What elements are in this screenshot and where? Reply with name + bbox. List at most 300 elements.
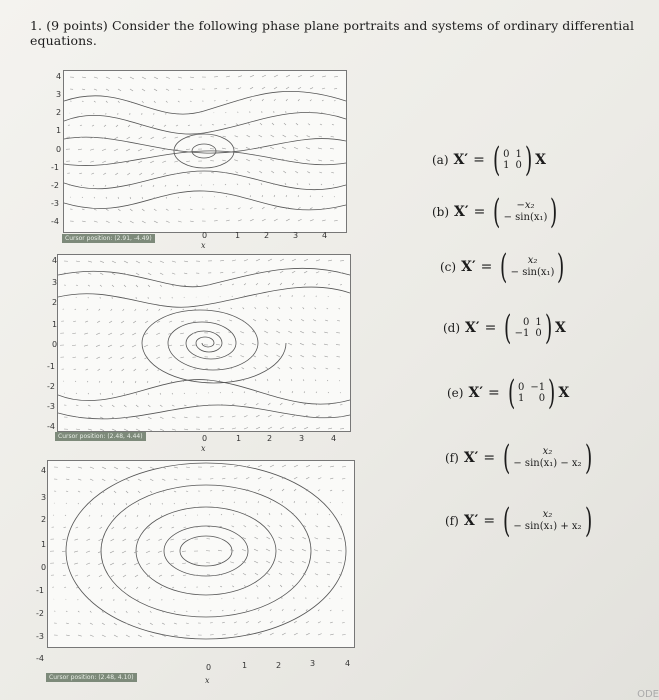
direction-arrow	[154, 77, 158, 79]
direction-arrow	[78, 161, 82, 162]
direction-arrow	[159, 539, 162, 540]
direction-arrow	[291, 537, 294, 539]
direction-arrow	[160, 285, 162, 287]
direction-arrow	[306, 477, 309, 479]
vector	[513, 509, 581, 533]
direction-arrow	[76, 261, 80, 262]
direction-arrow	[76, 393, 77, 394]
direction-arrow	[220, 392, 221, 393]
equation-d	[443, 308, 566, 348]
direction-arrow	[300, 355, 304, 357]
direction-arrow	[75, 575, 78, 576]
matrix-entry: 1	[518, 393, 525, 404]
direction-arrow	[157, 321, 160, 323]
direction-arrow	[90, 503, 91, 505]
direction-arrow	[126, 611, 127, 613]
direction-arrow	[220, 428, 224, 429]
direction-arrow	[166, 221, 170, 223]
direction-arrow	[76, 273, 79, 274]
direction-arrow	[162, 623, 165, 624]
direction-arrow	[123, 539, 126, 541]
direction-arrow	[184, 587, 186, 588]
direction-arrow	[218, 550, 222, 551]
direction-arrow	[150, 623, 153, 625]
x-tick-3: 0	[206, 663, 212, 672]
direction-arrow	[242, 367, 244, 369]
direction-arrow	[326, 562, 330, 563]
direction-arrow	[114, 635, 118, 637]
direction-arrow	[232, 428, 236, 429]
direction-arrow	[282, 465, 286, 467]
direction-arrow	[152, 125, 154, 127]
equation-f2	[445, 501, 595, 541]
direction-arrow	[240, 343, 244, 345]
direction-arrow	[112, 405, 114, 407]
direction-arrow	[190, 77, 194, 78]
direction-arrow	[172, 587, 174, 588]
y-tick-2: -1	[47, 362, 55, 371]
direction-arrow	[324, 344, 328, 345]
direction-arrow	[90, 623, 93, 625]
direction-arrow	[256, 271, 259, 273]
direction-arrow	[88, 273, 91, 274]
direction-arrow	[318, 502, 319, 503]
direction-arrow	[318, 478, 321, 479]
direction-arrow	[262, 195, 263, 197]
direction-arrow	[168, 357, 172, 358]
direction-arrow	[166, 197, 167, 199]
direction-arrow	[123, 575, 126, 577]
direction-arrow	[174, 503, 175, 504]
direction-arrow	[190, 89, 193, 90]
direction-arrow	[243, 307, 244, 309]
direction-arrow	[258, 159, 262, 161]
direction-arrow	[163, 173, 166, 175]
direction-arrow	[186, 149, 190, 150]
matrix-entry: 0	[535, 328, 542, 339]
direction-arrow	[322, 196, 323, 197]
y-tick-1: 1	[56, 126, 62, 135]
direction-arrow	[78, 611, 79, 612]
direction-arrow	[87, 309, 88, 310]
direction-arrow	[330, 478, 333, 479]
direction-arrow	[274, 219, 278, 221]
direction-arrow	[256, 427, 260, 429]
direction-arrow	[238, 76, 242, 77]
direction-arrow	[270, 465, 274, 467]
cursor-position-2: Cursor position: (2.48, 4.44)	[55, 432, 146, 441]
direction-arrow	[108, 333, 112, 335]
direction-arrow	[218, 368, 220, 369]
y-tick-2: -2	[47, 382, 55, 391]
direction-arrow	[160, 429, 164, 431]
direction-arrow	[136, 587, 138, 589]
direction-arrow	[225, 184, 226, 185]
direction-arrow	[76, 285, 78, 286]
direction-arrow	[222, 466, 226, 467]
direction-arrow	[268, 415, 272, 417]
direction-arrow	[78, 467, 82, 468]
direction-arrow	[258, 621, 261, 623]
direction-arrow	[318, 634, 322, 635]
direction-arrow	[170, 563, 174, 564]
direction-arrow	[172, 429, 176, 430]
direction-arrow	[88, 393, 89, 394]
direction-arrow	[66, 491, 68, 492]
direction-arrow	[98, 563, 102, 565]
direction-arrow	[106, 209, 108, 211]
direction-arrow	[142, 89, 145, 91]
direction-arrow	[108, 345, 112, 347]
direction-arrow	[101, 515, 102, 517]
vector	[504, 200, 548, 224]
direction-arrow	[308, 124, 310, 125]
direction-arrow	[186, 623, 189, 624]
direction-arrow	[231, 574, 234, 575]
direction-arrow	[184, 393, 185, 394]
direction-arrow	[238, 208, 240, 209]
direction-arrow	[274, 75, 278, 77]
direction-arrow	[250, 75, 254, 77]
direction-arrow	[130, 209, 132, 211]
direction-arrow	[310, 88, 313, 89]
direction-arrow	[78, 149, 82, 150]
direction-arrow	[327, 574, 330, 575]
direction-arrow	[315, 308, 316, 309]
direction-arrow	[318, 622, 321, 623]
direction-arrow	[322, 100, 324, 101]
direction-arrow	[111, 381, 112, 383]
direction-arrow	[184, 429, 188, 430]
direction-arrow	[294, 477, 297, 479]
direction-arrow	[122, 369, 124, 371]
direction-arrow	[189, 185, 190, 186]
direction-arrow	[112, 393, 113, 395]
phase-portrait-3-graphic	[48, 461, 354, 647]
direction-arrow	[130, 221, 134, 223]
direction-arrow	[80, 125, 82, 126]
direction-arrow	[268, 283, 270, 285]
direction-arrow	[320, 124, 322, 125]
direction-arrow	[232, 272, 235, 273]
direction-arrow	[294, 159, 298, 161]
direction-arrow	[274, 195, 275, 197]
y-tick-2: -4	[47, 422, 55, 431]
direction-arrow	[230, 562, 234, 563]
direction-arrow	[298, 75, 302, 77]
direction-arrow	[328, 416, 332, 417]
direction-arrow	[250, 87, 253, 89]
direction-arrow	[292, 259, 296, 261]
direction-arrow	[310, 196, 311, 197]
direction-arrow	[94, 101, 96, 102]
direction-arrow	[172, 393, 173, 394]
direction-arrow	[142, 221, 146, 223]
direction-arrow	[243, 573, 246, 575]
direction-arrow	[270, 147, 274, 149]
equals-sign: =	[483, 513, 496, 529]
direction-arrow	[294, 147, 298, 149]
direction-arrow	[277, 319, 280, 321]
direction-arrow	[105, 185, 106, 187]
direction-arrow	[330, 466, 334, 467]
direction-arrow	[112, 527, 114, 529]
direction-arrow	[244, 271, 247, 273]
direction-arrow	[89, 515, 90, 517]
phase-portrait-2-graphic	[58, 255, 350, 431]
direction-arrow	[163, 137, 166, 139]
x-tick-1: 3	[293, 231, 299, 240]
direction-arrow	[94, 221, 98, 222]
matrix-entry: −1	[530, 382, 546, 393]
direction-arrow	[186, 467, 190, 468]
matrix-entry: 0	[522, 317, 530, 328]
direction-arrow	[234, 502, 235, 503]
direction-arrow	[282, 609, 283, 611]
direction-arrow	[114, 149, 118, 151]
direction-arrow	[142, 101, 144, 103]
direction-arrow	[112, 285, 114, 287]
direction-arrow	[62, 563, 66, 564]
direction-arrow	[124, 261, 128, 263]
direction-arrow	[246, 159, 250, 161]
direction-arrow	[148, 393, 149, 395]
direction-arrow	[127, 137, 130, 139]
direction-arrow	[327, 538, 330, 539]
direction-arrow	[254, 367, 256, 369]
phase-portrait-3	[47, 460, 355, 681]
direction-arrow	[303, 307, 304, 309]
y-tick-1: 4	[56, 72, 62, 81]
direction-arrow	[307, 172, 310, 173]
direction-arrow	[88, 405, 90, 406]
direction-arrow	[146, 369, 148, 371]
direction-arrow	[270, 501, 271, 503]
direction-arrow	[147, 309, 148, 311]
direction-arrow	[122, 563, 126, 565]
direction-arrow	[312, 332, 316, 333]
equals-sign: =	[484, 320, 497, 336]
direction-arrow	[286, 99, 288, 101]
direction-arrow	[267, 379, 268, 381]
direction-arrow	[86, 563, 90, 565]
direction-arrow	[122, 551, 126, 553]
vector-bottom: − sin(x₁) + x₂	[513, 521, 582, 532]
direction-arrow	[260, 123, 262, 125]
direction-arrow	[234, 148, 238, 149]
direction-arrow	[288, 343, 292, 345]
direction-arrow	[100, 405, 102, 407]
direction-arrow	[90, 479, 93, 481]
direction-arrow	[136, 417, 140, 419]
direction-arrow	[128, 125, 130, 127]
direction-arrow	[221, 514, 222, 515]
y-tick-3: 2	[41, 515, 47, 524]
direction-arrow	[304, 259, 308, 261]
direction-arrow	[318, 466, 322, 467]
direction-arrow	[160, 587, 162, 588]
direction-arrow	[127, 173, 130, 175]
direction-arrow	[175, 137, 178, 138]
direction-arrow	[218, 562, 222, 563]
direction-arrow	[216, 332, 220, 333]
direction-arrow	[171, 575, 174, 576]
x-tick-3: 2	[276, 661, 282, 670]
direction-arrow	[217, 320, 220, 321]
direction-arrow	[76, 429, 80, 430]
matrix-entry: 0	[538, 393, 546, 404]
direction-arrow	[280, 271, 283, 273]
direction-arrow	[130, 89, 133, 91]
x-axis-label-2: x	[201, 444, 206, 453]
right-paren: )	[548, 373, 556, 413]
direction-arrow	[160, 393, 161, 395]
direction-arrow	[166, 101, 168, 103]
direction-arrow	[178, 209, 180, 210]
direction-arrow	[100, 393, 101, 395]
direction-arrow	[108, 357, 112, 359]
direction-arrow	[309, 184, 310, 185]
direction-arrow	[255, 537, 258, 539]
direction-arrow	[226, 220, 230, 221]
direction-arrow	[139, 137, 142, 139]
direction-arrow	[149, 515, 150, 517]
direction-arrow	[141, 185, 142, 187]
direction-arrow	[186, 479, 189, 480]
direction-arrow	[244, 403, 246, 405]
direction-arrow	[136, 393, 137, 395]
direction-arrow	[124, 429, 128, 431]
direction-arrow	[186, 491, 188, 492]
direction-arrow	[84, 357, 88, 358]
direction-arrow	[329, 514, 330, 515]
direction-arrow	[159, 309, 160, 311]
direction-arrow	[81, 185, 82, 186]
direction-arrow	[222, 148, 226, 149]
direction-arrow	[184, 273, 187, 274]
direction-arrow	[327, 380, 328, 381]
direction-arrow	[255, 307, 256, 309]
equation-c	[440, 247, 568, 287]
direction-arrow	[102, 611, 103, 613]
direction-arrow	[268, 427, 272, 429]
direction-arrow	[318, 490, 320, 491]
direction-arrow	[286, 219, 290, 221]
direction-arrow	[304, 391, 305, 393]
direction-arrow	[294, 489, 296, 491]
direction-arrow	[171, 309, 172, 310]
direction-arrow	[292, 585, 294, 587]
direction-arrow	[234, 490, 236, 491]
direction-arrow	[148, 405, 150, 407]
direction-arrow	[118, 77, 122, 79]
direction-arrow	[255, 379, 256, 381]
direction-arrow	[72, 357, 76, 358]
direction-arrow	[279, 307, 280, 309]
direction-arrow	[88, 429, 92, 430]
direction-arrow	[304, 271, 307, 273]
direction-arrow	[99, 309, 100, 311]
direction-arrow	[306, 501, 307, 503]
direction-arrow	[82, 77, 86, 78]
direction-arrow	[244, 585, 246, 587]
direction-arrow	[82, 101, 84, 102]
y-tick-2: -3	[47, 402, 55, 411]
direction-arrow	[333, 184, 334, 185]
direction-arrow	[62, 551, 66, 552]
direction-arrow	[286, 75, 290, 77]
direction-arrow	[187, 173, 190, 174]
direction-arrow	[294, 465, 298, 467]
direction-arrow	[306, 148, 310, 149]
left-paren: (	[507, 373, 516, 413]
matrix-entry: 1	[535, 317, 542, 328]
direction-arrow	[156, 333, 160, 335]
direction-arrow	[78, 635, 82, 636]
direction-arrow	[306, 465, 310, 467]
direction-arrow	[90, 161, 94, 162]
direction-arrow	[178, 101, 180, 102]
direction-arrow	[246, 609, 247, 611]
matrix	[515, 317, 542, 339]
direction-arrow	[66, 635, 70, 636]
direction-arrow	[258, 501, 259, 503]
direction-arrow	[142, 209, 144, 211]
direction-arrow	[295, 135, 298, 137]
direction-arrow	[160, 417, 164, 419]
direction-arrow	[90, 611, 91, 613]
direction-arrow	[162, 161, 166, 163]
y-tick-1: -3	[51, 199, 59, 208]
direction-arrow	[76, 527, 78, 528]
vector-top: x₂	[542, 446, 553, 457]
direction-arrow	[174, 611, 175, 612]
direction-arrow	[304, 427, 308, 429]
direction-arrow	[279, 537, 282, 539]
direction-arrow	[138, 149, 142, 151]
direction-arrow	[279, 379, 280, 381]
y-tick-1: -1	[51, 163, 59, 172]
direction-arrow	[331, 136, 334, 137]
direction-arrow	[274, 87, 277, 89]
direction-arrow	[100, 285, 102, 287]
direction-arrow	[316, 392, 317, 393]
direction-arrow	[126, 635, 130, 637]
equation-label: (d)	[443, 321, 461, 335]
matrix	[518, 382, 545, 404]
direction-arrow	[278, 549, 282, 551]
direction-arrow	[264, 355, 268, 357]
direction-arrow	[106, 197, 107, 199]
direction-arrow	[160, 261, 164, 263]
direction-arrow	[98, 369, 100, 371]
direction-arrow	[226, 208, 228, 209]
direction-arrow	[256, 525, 258, 527]
direction-arrow	[264, 343, 268, 345]
direction-arrow	[280, 391, 281, 393]
x-tick-1: 4	[322, 231, 328, 240]
direction-arrow	[190, 197, 191, 198]
direction-arrow	[106, 89, 109, 91]
direction-arrow	[280, 415, 284, 417]
x-tick-1: 1	[235, 231, 241, 240]
direction-arrow	[126, 491, 128, 493]
direction-arrow	[226, 76, 230, 77]
direction-arrow	[118, 89, 121, 91]
direction-arrow	[240, 331, 244, 333]
direction-arrow	[312, 344, 316, 345]
direction-arrow	[100, 261, 104, 263]
